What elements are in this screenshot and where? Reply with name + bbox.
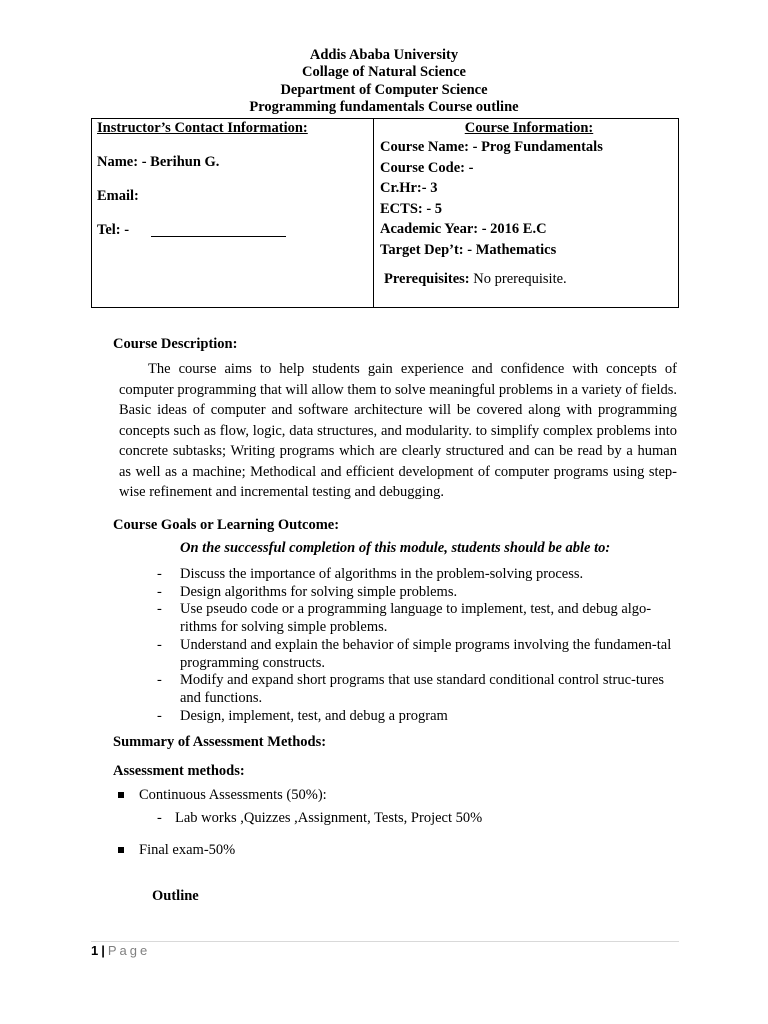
list-item: - Modify and expand short programs that use standard conditional control struc-tures and functions. [157,672,665,706]
bullet-continuous: Continuous Assessments (50%): [118,787,327,804]
university-name: Addis Ababa University [309,47,459,63]
course-description-text: The course aims to help students gain experience and confidence with concepts of computer programming that will allow them to solve meaningful problems in a variety of fields. Basic ideas of computer and software architecture will be covered along with programming concepts such as flow, logic, data structures, and modularity. to simplify complex problems into concrete subtasks; Writing programs which are clearly structured and can be read by a human as well as a machine; Methodical and efficient development of computer programs using step-wise refinement and incremental testing and debugging. [119,361,677,500]
page-number: 1 [91,943,99,958]
page-label: Page [107,943,151,958]
prerequisites-value: No prerequisite. [469,271,567,287]
college-name: Collage of Natural Science [302,64,466,81]
course-name: Course Name: - Prog Fundamentals [380,139,603,155]
footer-separator: | [101,943,105,958]
list-item: - Design, implement, test, and debug a program [157,707,448,724]
outline-heading: Outline [152,888,199,904]
assessment-summary-heading: Summary of Assessment Methods: [113,734,327,750]
instructor-heading: Instructor’s Contact Information: [97,120,308,136]
tel-blank-line [151,236,286,237]
target-department: Target Dep’t: - Mathematics [380,241,557,258]
course-info-cell [374,119,679,308]
instructor-email: Email: [97,188,139,204]
instructor-name: Name: - Berihun G. [97,154,220,170]
prerequisites [380,271,678,288]
list-item: - Understand and explain the behavior of simple programs involving the fundamen-tal programming constructs. [157,636,672,671]
square-bullet-icon [118,792,124,798]
goals-intro: On the successful completion of this module, students should be able to: [180,540,611,556]
continuous-detail: - Lab works ,Quizzes ,Assignment, Tests, Project 50% [157,810,483,826]
prerequisites-label: Prerequisites: [384,271,470,287]
list-item: - Design algorithms for solving simple problems. [157,583,458,600]
instructor-cell [92,119,374,308]
list-item: - Use pseudo code or a programming language to implement, test, and debug algo-rithms for solving simple problems. [157,601,652,636]
bullet-final: Final exam-50% [118,842,235,859]
course-info-heading: Course Information: [464,120,594,136]
document-header [0,47,768,116]
document-title: Programming fundamentals Course outline [249,98,519,115]
credit-hours: Cr.Hr:- 3 [380,180,438,196]
course-goals-heading: Course Goals or Learning Outcome: [113,517,340,533]
instructor-tel: Tel: - [97,222,130,238]
course-description-heading: Course Description: [113,336,238,352]
assessment-methods-heading: Assessment methods: [113,763,245,779]
page-footer [91,943,150,958]
goals-list [157,566,679,725]
department-name: Department of Computer Science [280,81,488,98]
course-code: Course Code: - [380,159,474,176]
academic-year: Academic Year: - 2016 E.C [380,221,547,237]
ects: ECTS: - 5 [380,200,443,217]
list-item: - Discuss the importance of algorithms in the problem-solving process. [157,566,584,582]
info-table [91,118,679,308]
footer-divider [91,941,679,942]
square-bullet-icon [118,847,124,853]
